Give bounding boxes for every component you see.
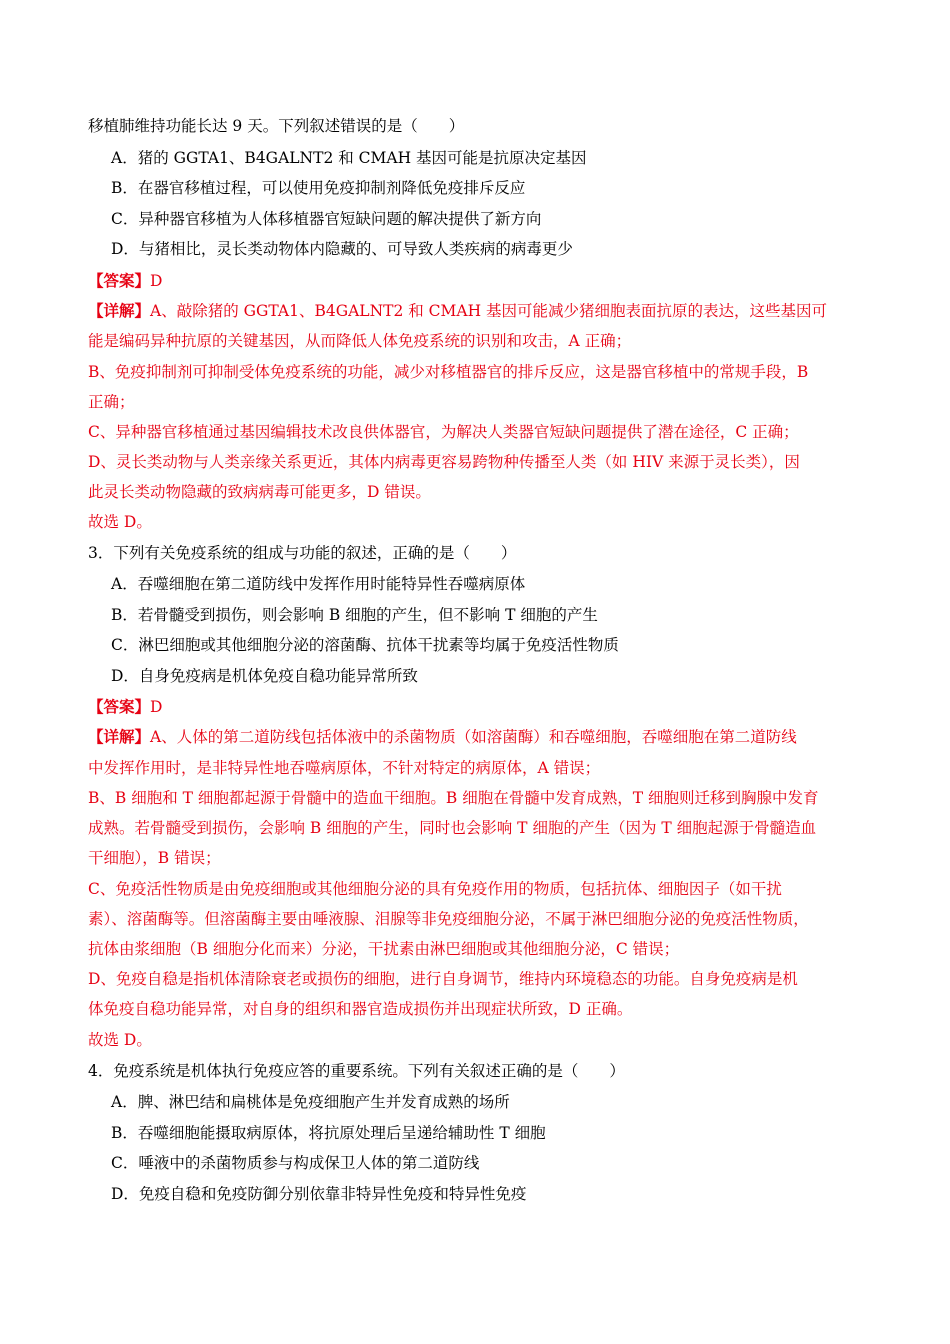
question-2-option-a: A．猪的 GGTA1、B4GALNT2 和 CMAH 基因可能是抗原决定基因 [111,149,587,167]
question-4-option-d: D．免疫自稳和免疫防御分别依靠非特异性免疫和特异性免疫 [111,1185,527,1203]
question-2-option-c: C．异种器官移植为人体移植器官短缺问题的解决提供了新方向 [111,210,542,228]
question-4-stem: 4．免疫系统是机体执行免疫应答的重要系统。下列有关叙述正确的是（ ） [88,1062,625,1080]
explain-tag: 【详解】 [88,727,151,746]
question-3-explain-line: 干细胞），B 错误； [88,849,221,867]
question-2-stem: 移植肺维持功能长达 9 天。下列叙述错误的是（ ） [88,117,465,135]
answer-value: D [150,698,163,716]
question-2-explain-line: 能是编码异种抗原的关键基因，从而降低人体免疫系统的识别和攻击，A 正确； [88,332,632,350]
question-3-explain-line: B、B 细胞和 T 细胞都起源于骨髓中的造血干细胞。B 细胞在骨髓中发育成熟，T 细胞则迁移到胸腺中发育 [88,789,819,807]
question-2-explain-line: B、免疫抑制剂可抑制受体免疫系统的功能，减少对移植器官的排斥反应，这是器官移植中的常规手段，B [88,363,809,381]
question-3-answer [88,697,878,717]
question-3-option-d: D．自身免疫病是机体免疫自稳功能异常所致 [111,667,418,685]
question-3-explain-line: 素）、溶菌酶等。但溶菌酶主要由唾液腺、泪腺等非免疫细胞分泌，不属于淋巴细胞分泌的免疫活性物质， [88,910,809,928]
explain-text: A、人体的第二道防线包括体液中的杀菌物质（如溶菌酶）和吞噬细胞，吞噬细胞在第二道防线 [150,728,797,746]
question-3-explain-line: 中发挥作用时，是非特异性地吞噬病原体，不针对特定的病原体，A 错误； [88,759,601,777]
question-3-explain-line: 体免疫自稳功能异常，对自身的组织和器官造成损伤并出现症状所致，D 正确。 [88,1000,633,1018]
question-2-answer [88,271,878,291]
question-3-explain-line [88,727,878,747]
question-2-explain-line: D、灵长类动物与人类亲缘关系更近，其体内病毒更容易跨物种传播至人类（如 HIV 来源于灵长类），因 [88,453,800,471]
question-3-option-b: B．若骨髓受到损伤，则会影响 B 细胞的产生，但不影响 T 细胞的产生 [111,606,598,624]
question-3-stem: 3．下列有关免疫系统的组成与功能的叙述，正确的是（ ） [88,544,517,562]
answer-tag: 【答案】 [88,697,151,716]
question-4-option-a: A．脾、淋巴结和扁桃体是免疫细胞产生并发育成熟的场所 [111,1093,510,1111]
question-3-explain-line: D、免疫自稳是指机体清除衰老或损伤的细胞，进行自身调节，维持内环境稳态的功能。自身免疫病是机 [88,970,798,988]
question-3-conclusion: 故选 D。 [88,1031,152,1049]
question-2-conclusion: 故选 D。 [88,513,152,531]
question-2-explain-line [88,301,878,321]
explain-text: A、敲除猪的 GGTA1、B4GALNT2 和 CMAH 基因可能减少猪细胞表面抗原的表达，这些基因可 [150,302,828,320]
question-2-option-d: D．与猪相比，灵长类动物体内隐藏的、可导致人类疾病的病毒更少 [111,240,573,258]
question-3-option-a: A．吞噬细胞在第二道防线中发挥作用时能特异性吞噬病原体 [111,575,526,593]
answer-tag: 【答案】 [88,271,151,290]
question-4-option-c: C．唾液中的杀菌物质参与构成保卫人体的第二道防线 [111,1154,480,1172]
question-2-option-b: B．在器官移植过程，可以使用免疫抑制剂降低免疫排斥反应 [111,179,526,197]
question-3-explain-line: 成熟。若骨髓受到损伤，会影响 B 细胞的产生，同时也会影响 T 细胞的产生（因为 T 细胞起源于骨髓造血 [88,819,817,837]
question-3-explain-line: 抗体由浆细胞（B 细胞分化而来）分泌，干扰素由淋巴细胞或其他细胞分泌，C 错误； [88,940,680,958]
explain-tag: 【详解】 [88,301,151,320]
question-2-explain-line: 正确； [88,393,135,411]
answer-value: D [150,272,163,290]
question-2-explain-line: C、异种器官移植通过基因编辑技术改良供体器官，为解决人类器官短缺问题提供了潜在途径，C 正确； [88,423,799,441]
question-4-option-b: B．吞噬细胞能摄取病原体，将抗原处理后呈递给辅助性 T 细胞 [111,1124,546,1142]
question-3-option-c: C．淋巴细胞或其他细胞分泌的溶菌酶、抗体干扰素等均属于免疫活性物质 [111,636,619,654]
question-2-explain-line: 此灵长类动物隐藏的致病病毒可能更多，D 错误。 [88,483,431,501]
question-3-explain-line: C、免疫活性物质是由免疫细胞或其他细胞分泌的具有免疫作用的物质，包括抗体、细胞因子（如干扰 [88,880,782,898]
